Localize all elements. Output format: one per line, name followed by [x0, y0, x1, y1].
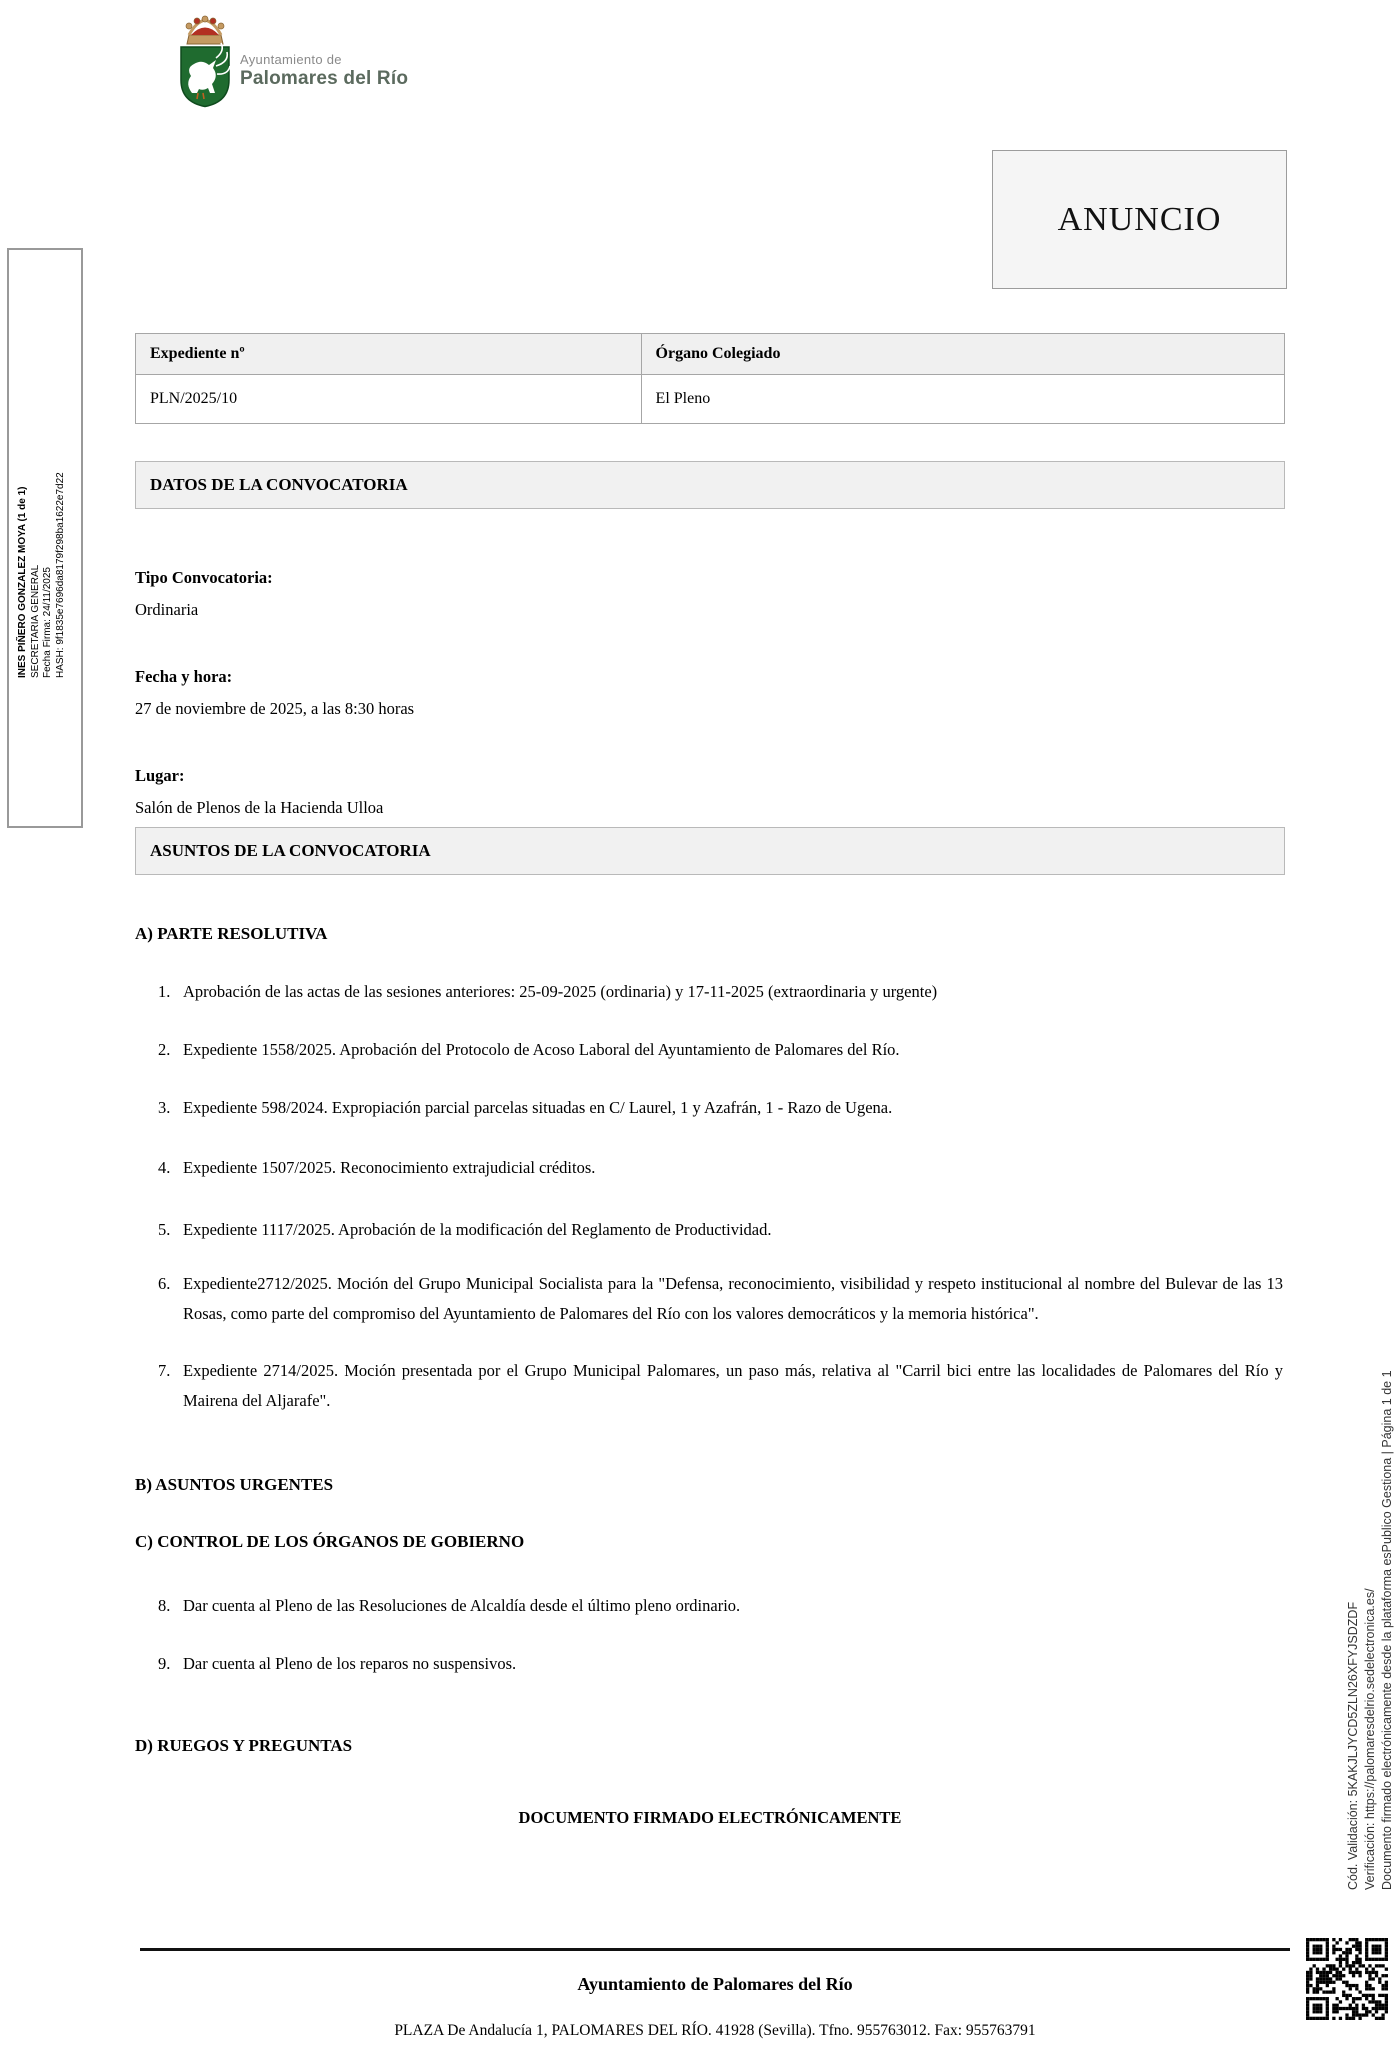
- agenda-item: [158, 1356, 1285, 1416]
- footer-org-name: Ayuntamiento de Palomares del Río: [577, 1974, 853, 1994]
- agenda-item: [158, 1649, 1285, 1679]
- agenda-item-number: 6.: [158, 1274, 171, 1293]
- lugar-value: Salón de Plenos de la Hacienda Ulloa: [135, 798, 384, 817]
- agenda-item: [158, 1269, 1285, 1329]
- agenda-item-number: 3.: [158, 1098, 171, 1117]
- agenda-item-text: Expediente2712/2025. Moción del Grupo Municipal Socialista para la "Defensa, reconocimiento, visibilidad y respeto institucional al nombre del Bulevar de las 13 Rosas, como parte del compromiso del Ayuntamiento de Palomares del Río con los valores democráticos y la memoria histórica".: [183, 1274, 1283, 1323]
- part-c-title: C) CONTROL DE LOS ÓRGANOS DE GOBIERNO: [135, 1532, 525, 1551]
- logo-text: [240, 52, 408, 90]
- agenda-item-text: Expediente 1117/2025. Aprobación de la modificación del Reglamento de Productividad.: [183, 1220, 772, 1239]
- expediente-value-cell: PLN/2025/10: [136, 375, 642, 424]
- footer-address: PLAZA De Andalucía 1, PALOMARES DEL RÍO. 41928 (Sevilla). Tfno. 955763012. Fax: 955763791: [394, 2022, 1036, 2039]
- agenda-item-text: Expediente 2714/2025. Moción presentada por el Grupo Municipal Palomares, un paso más, relativa al "Carril bici entre las localidades de Palomares del Río y Mairena del Aljarafe".: [183, 1361, 1283, 1410]
- agenda-item-number: 5.: [158, 1220, 171, 1239]
- footer-divider: [140, 1948, 1290, 1951]
- agenda-item: [158, 977, 1285, 1007]
- signature-sidebar-text: [17, 390, 67, 678]
- agenda-item-number: 9.: [158, 1654, 171, 1673]
- agenda-list-c: [135, 1591, 1285, 1679]
- logo-org-prefix: Ayuntamiento de: [240, 52, 342, 67]
- expediente-header-cell: Expediente nº: [136, 334, 642, 375]
- shield-icon: [181, 43, 230, 107]
- agenda-item: [158, 1215, 1285, 1245]
- document-body: [135, 333, 1285, 1829]
- signature-date: Fecha Firma: 24/11/2025: [42, 567, 53, 678]
- validation-sidebar-text: [1345, 1290, 1396, 1890]
- signed-electronically-note: DOCUMENTO FIRMADO ELECTRÓNICAMENTE: [518, 1808, 902, 1827]
- fecha-value: 27 de noviembre de 2025, a las 8:30 horas: [135, 699, 415, 718]
- lugar-label: Lugar:: [135, 766, 185, 785]
- signer-name: INES PIÑERO GONZALEZ MOYA (1 de 1): [17, 486, 28, 678]
- table-header-row: [136, 334, 1285, 375]
- agenda-item-number: 8.: [158, 1596, 171, 1615]
- logo-org-name: Palomares del Río: [240, 68, 409, 89]
- agenda-item: [158, 1591, 1285, 1621]
- agenda-item-number: 4.: [158, 1158, 171, 1177]
- agenda-item: [158, 1035, 1285, 1065]
- signer-role: SECRETARIA GENERAL: [29, 564, 41, 678]
- agenda-item: [158, 1153, 1285, 1183]
- platform-note: Documento firmado electrónicamente desde la plataforma esPublico Gestiona | Página 1 de 1: [1380, 1370, 1394, 1890]
- qr-code: [1306, 1938, 1388, 2020]
- anuncio-title: ANUNCIO: [1057, 200, 1222, 238]
- fecha-label: Fecha y hora:: [135, 667, 233, 686]
- agenda-item: [158, 1093, 1285, 1123]
- table-data-row: [136, 375, 1285, 424]
- verification-url: Verificación: https://palomaresdelrio.sedelectronica.es/: [1363, 1588, 1377, 1890]
- validation-code: Cód. Validación: 5KAKJLJYCD5ZLN26XFYJSDZDF: [1346, 1601, 1360, 1890]
- signature-hash: HASH: 9f1835e7696da8179f298ba1622e7d22: [54, 472, 66, 678]
- agenda-item-text: Expediente 1507/2025. Reconocimiento extrajudicial créditos.: [183, 1158, 596, 1177]
- part-b-title: B) ASUNTOS URGENTES: [135, 1475, 334, 1494]
- agenda-item-number: 7.: [158, 1361, 171, 1380]
- agenda-item-text: Dar cuenta al Pleno de los reparos no suspensivos.: [183, 1654, 517, 1673]
- tipo-label: Tipo Convocatoria:: [135, 568, 273, 587]
- agenda-item-text: Expediente 598/2024. Expropiación parcial parcelas situadas en C/ Laurel, 1 y Azafrán, 1 - Razo de Ugena.: [183, 1098, 893, 1117]
- organo-header-cell: Órgano Colegiado: [641, 334, 1284, 375]
- organo-value-cell: El Pleno: [641, 375, 1284, 424]
- part-a-title: A) PARTE RESOLUTIVA: [135, 924, 328, 943]
- municipal-logo: [178, 14, 408, 109]
- agenda-item-text: Dar cuenta al Pleno de las Resoluciones de Alcaldía desde el último pleno ordinario.: [183, 1596, 741, 1615]
- agenda-item-text: Expediente 1558/2025. Aprobación del Protocolo de Acoso Laboral del Ayuntamiento de Palomares del Río.: [183, 1040, 900, 1059]
- section-header-asuntos: ASUNTOS DE LA CONVOCATORIA: [135, 827, 1285, 875]
- anuncio-banner: [992, 150, 1287, 289]
- section-header-datos: DATOS DE LA CONVOCATORIA: [135, 461, 1285, 509]
- agenda-list-a: [135, 977, 1285, 1416]
- tipo-value: Ordinaria: [135, 600, 199, 619]
- agenda-item-number: 2.: [158, 1040, 171, 1059]
- expediente-table: [135, 333, 1285, 424]
- coat-of-arms: [178, 14, 232, 109]
- part-d-title: D) RUEGOS Y PREGUNTAS: [135, 1736, 353, 1755]
- crown-icon: [186, 16, 224, 44]
- agenda-item-number: 1.: [158, 982, 171, 1001]
- agenda-item-text: Aprobación de las actas de las sesiones anteriores: 25-09-2025 (ordinaria) y 17-11-2025 (extraordinaria y urgente): [183, 982, 938, 1001]
